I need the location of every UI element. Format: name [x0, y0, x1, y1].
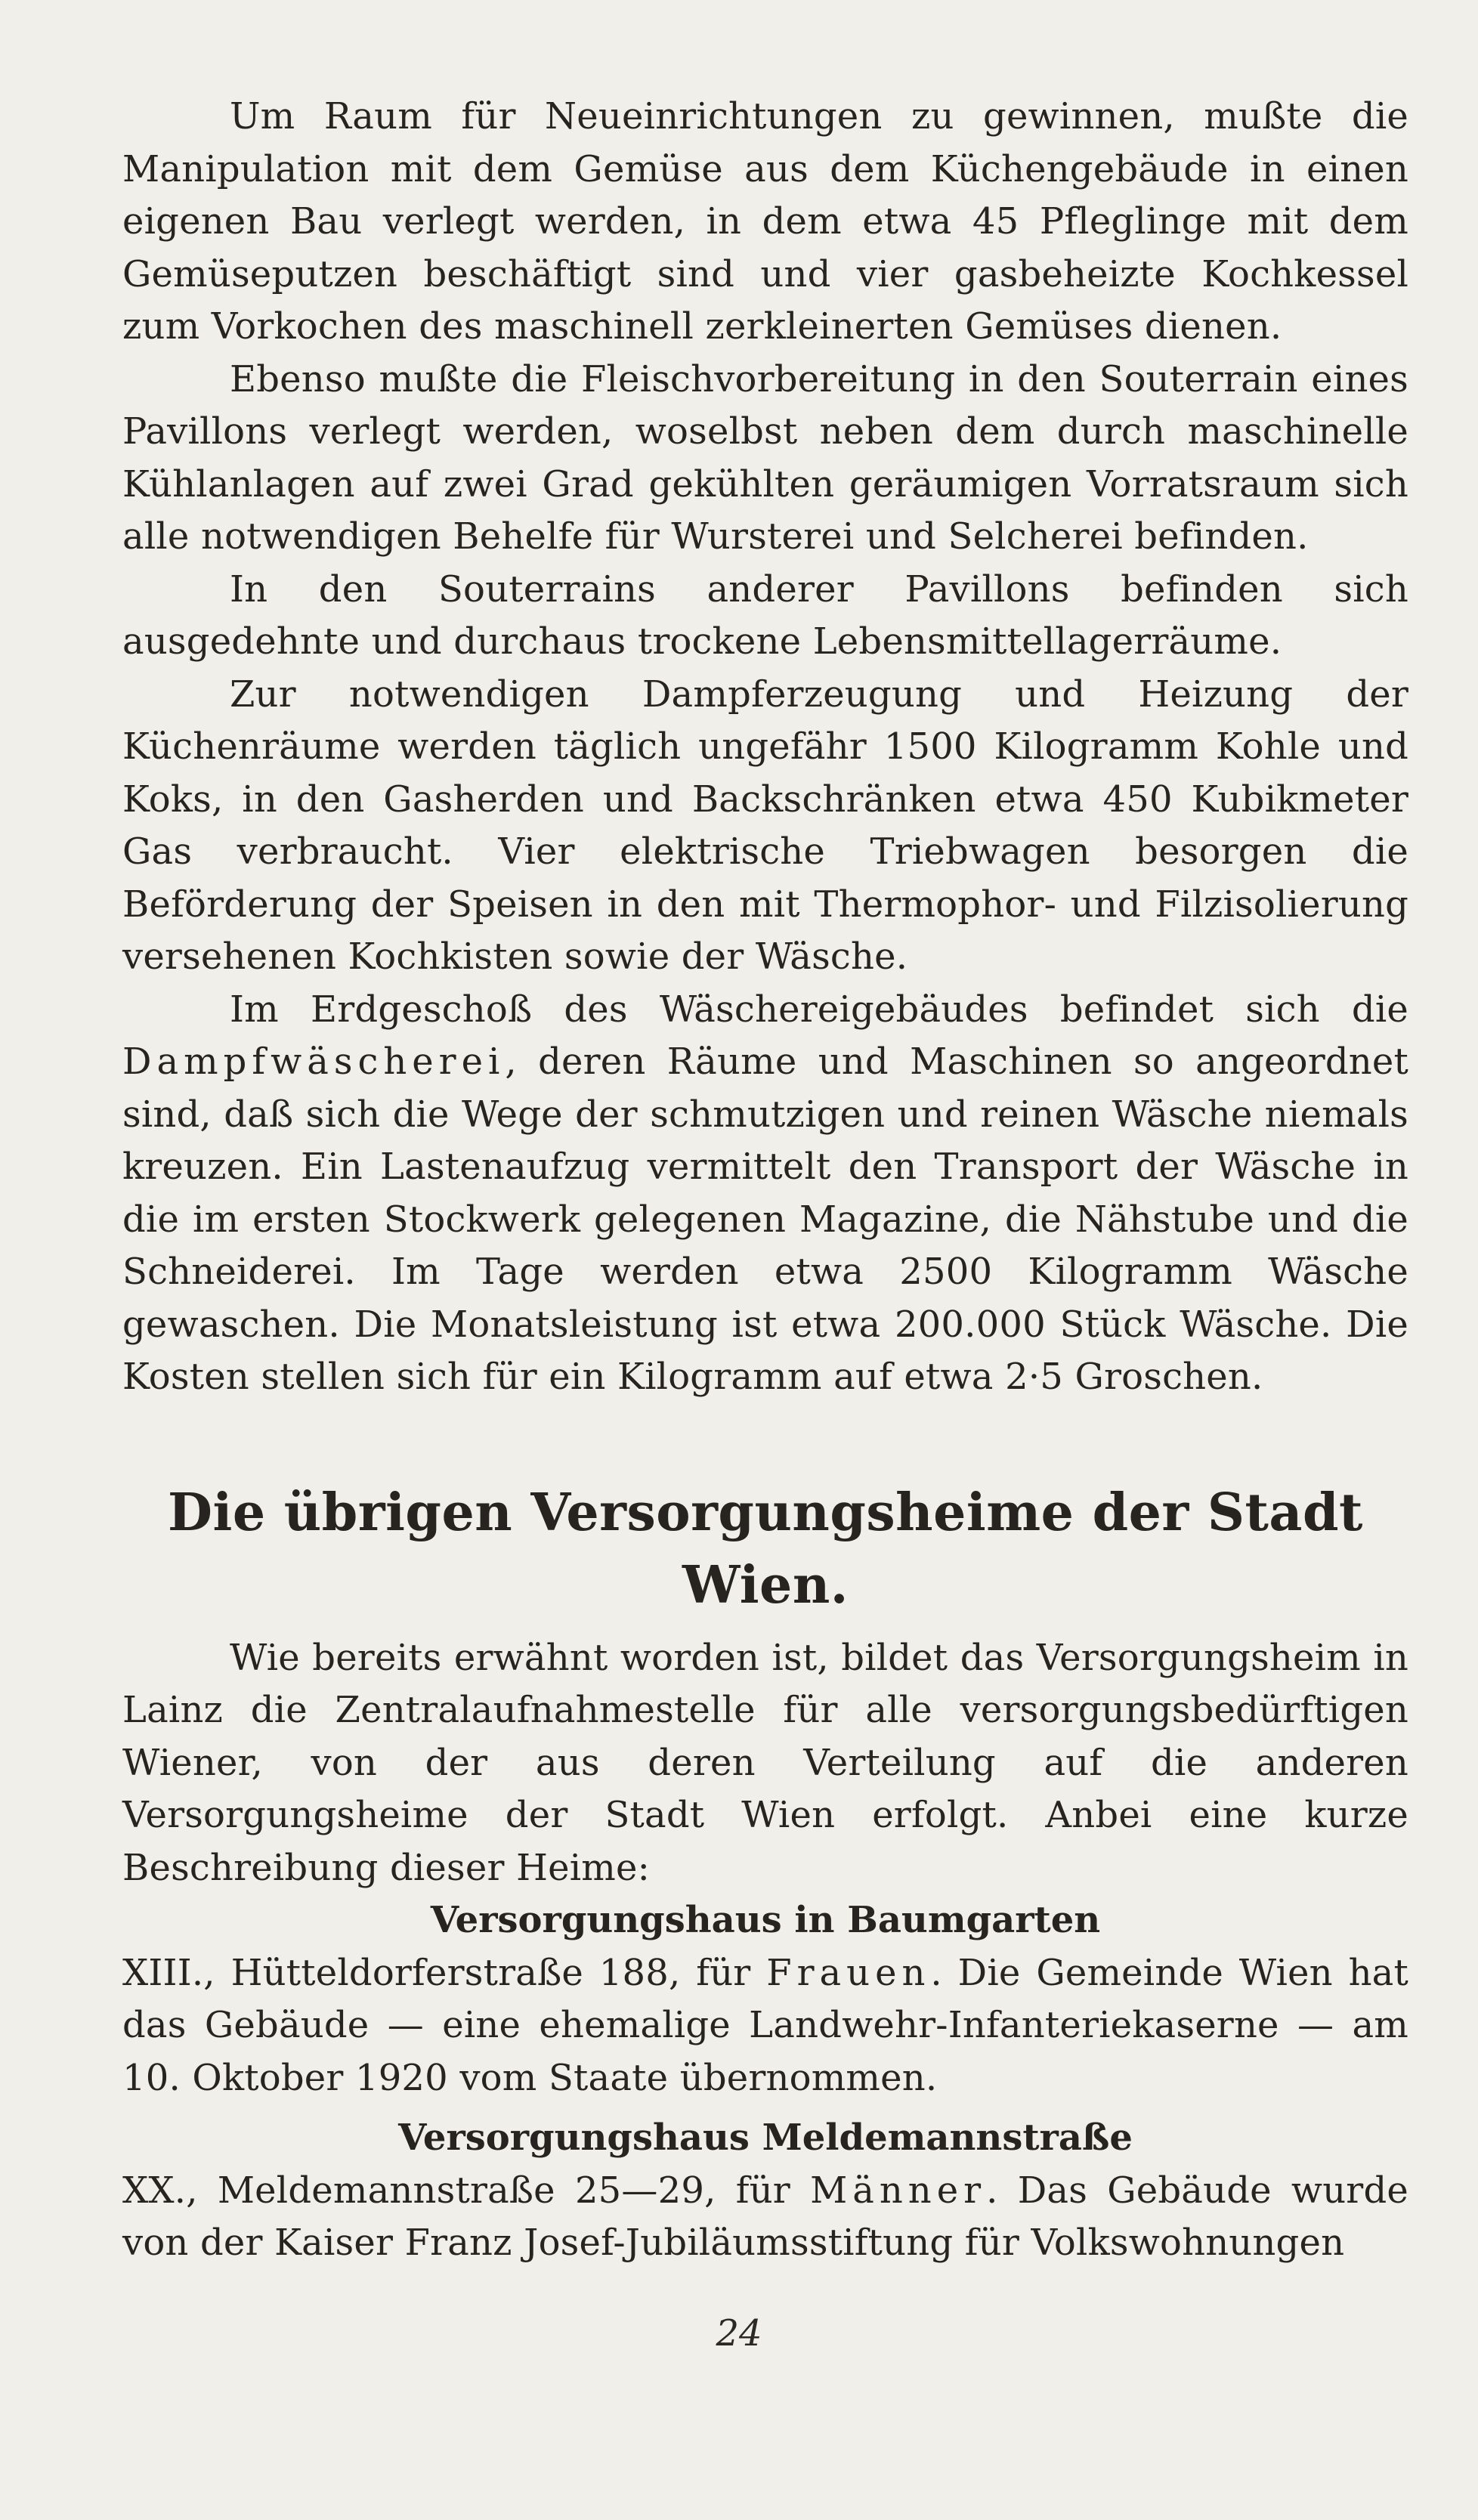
- paragraph-meat-preparation: Ebenso mußte die Fleischvorbereitung in den Souterrain eines Pavillons verlegt werden, woselbst neben dem durch maschinelle Kühlanlagen auf zwei Grad gekühlten geräumigen Vorratsraum sich alle notwendigen Behelfe für Wursterei und Selcherei befinden.: [122, 357, 1408, 558]
- paragraph-storage-rooms: In den Souterrains anderer Pavillons befinden sich ausgedehnte und durchaus trockene Lebensmittellagerräume.: [122, 567, 1408, 663]
- laundry-rest: , deren Räume und Maschinen so angeordnet sind, daß sich die Wege der schmutzigen und reinen Wäsche niemals kreuzen. Ein Lastenaufzug vermittelt den Transport der Wäsche in die im ersten Stockwerk gelegenen Magazine, die Nähstube und die Schneiderei. Im Tage werden etwa 2500 Kilogramm Wäsche gewaschen. Die Monatsleistung ist etwa 200.000 Stück Wäsche. Die Kosten stellen sich für ein Kilogramm auf etwa 2·5 Groschen.: [122, 1040, 1408, 1398]
- paragraph-steam-heating: Zur notwendigen Dampferzeugung und Heizung der Küchenräume werden täglich ungefähr 1500 Kilogramm Kohle und Koks, in den Gasherden und Backschränken etwa 450 Kubikmeter Gas verbraucht. Vier elektrische Triebwagen besorgen die Beförderung der Speisen in den mit Thermophor- und Filzisolierung versehenen Kochkisten sowie der Wäsche.: [122, 673, 1408, 978]
- entry-title: Versorgungshaus in Baumgarten: [430, 1899, 1101, 1941]
- entry-rest: . Die Gemeinde Wien hat das Gebäude — eine ehemalige Landwehr-Infanteriekaserne — am 10. Oktober 1920 vom Staate übernommen.: [122, 1951, 1408, 2099]
- laundry-spaced-term: Dampfwäscherei: [122, 1040, 506, 1083]
- paragraph-vegetable-building: Um Raum für Neueinrichtungen zu gewinnen, mußte die Manipulation mit dem Gemüse aus dem Küchengebäude in einen eigenen Bau verlegt werden, in dem etwa 45 Pfleglinge mit dem Gemüseputzen beschäftigt sind und vier gasbeheizte Kochkessel zum Vorkochen des maschinell zerkleinerten Gemüses dienen.: [122, 95, 1408, 348]
- paragraph-section-intro: Wie bereits erwähnt worden ist, bildet das Versorgungsheim in Lainz die Zentralaufnahmestelle für alle versorgungsbedürftigen Wiener, von der aus deren Verteilung auf die anderen Versorgungsheime der Stadt Wien erfolgt. Anbei eine kurze Beschreibung dieser Heime:: [122, 1636, 1408, 1889]
- entry-lead: XIII., Hütteldorferstraße 188, für: [122, 1951, 751, 1994]
- paragraph-laundry: [122, 984, 1408, 1404]
- entry-rest: . Das Gebäude wurde von der Kaiser Franz Josef-Jubiläumsstiftung für Volkswohnungen: [122, 2169, 1408, 2264]
- entry-spaced-term: Frauen: [766, 1951, 931, 1994]
- page-number: 24: [716, 2312, 762, 2355]
- entry-lead: XX., Meldemannstraße 25—29, für: [122, 2169, 790, 2212]
- entry-meldemannstrasse: [122, 2112, 1408, 2270]
- entry-body: [122, 1947, 1408, 2105]
- entry-spaced-term: Männer: [810, 2169, 987, 2212]
- laundry-lead: Im Erdgeschoß des Wäschereigebäudes befindet sich die: [230, 988, 1408, 1031]
- entry-title: Versorgungshaus Meldemannstraße: [398, 2116, 1133, 2159]
- entry-baumgarten: [122, 1894, 1408, 2104]
- entry-body: [122, 2165, 1408, 2270]
- section-heading: Die übrigen Versorgungsheime der Stadt Wien.: [168, 1482, 1363, 1616]
